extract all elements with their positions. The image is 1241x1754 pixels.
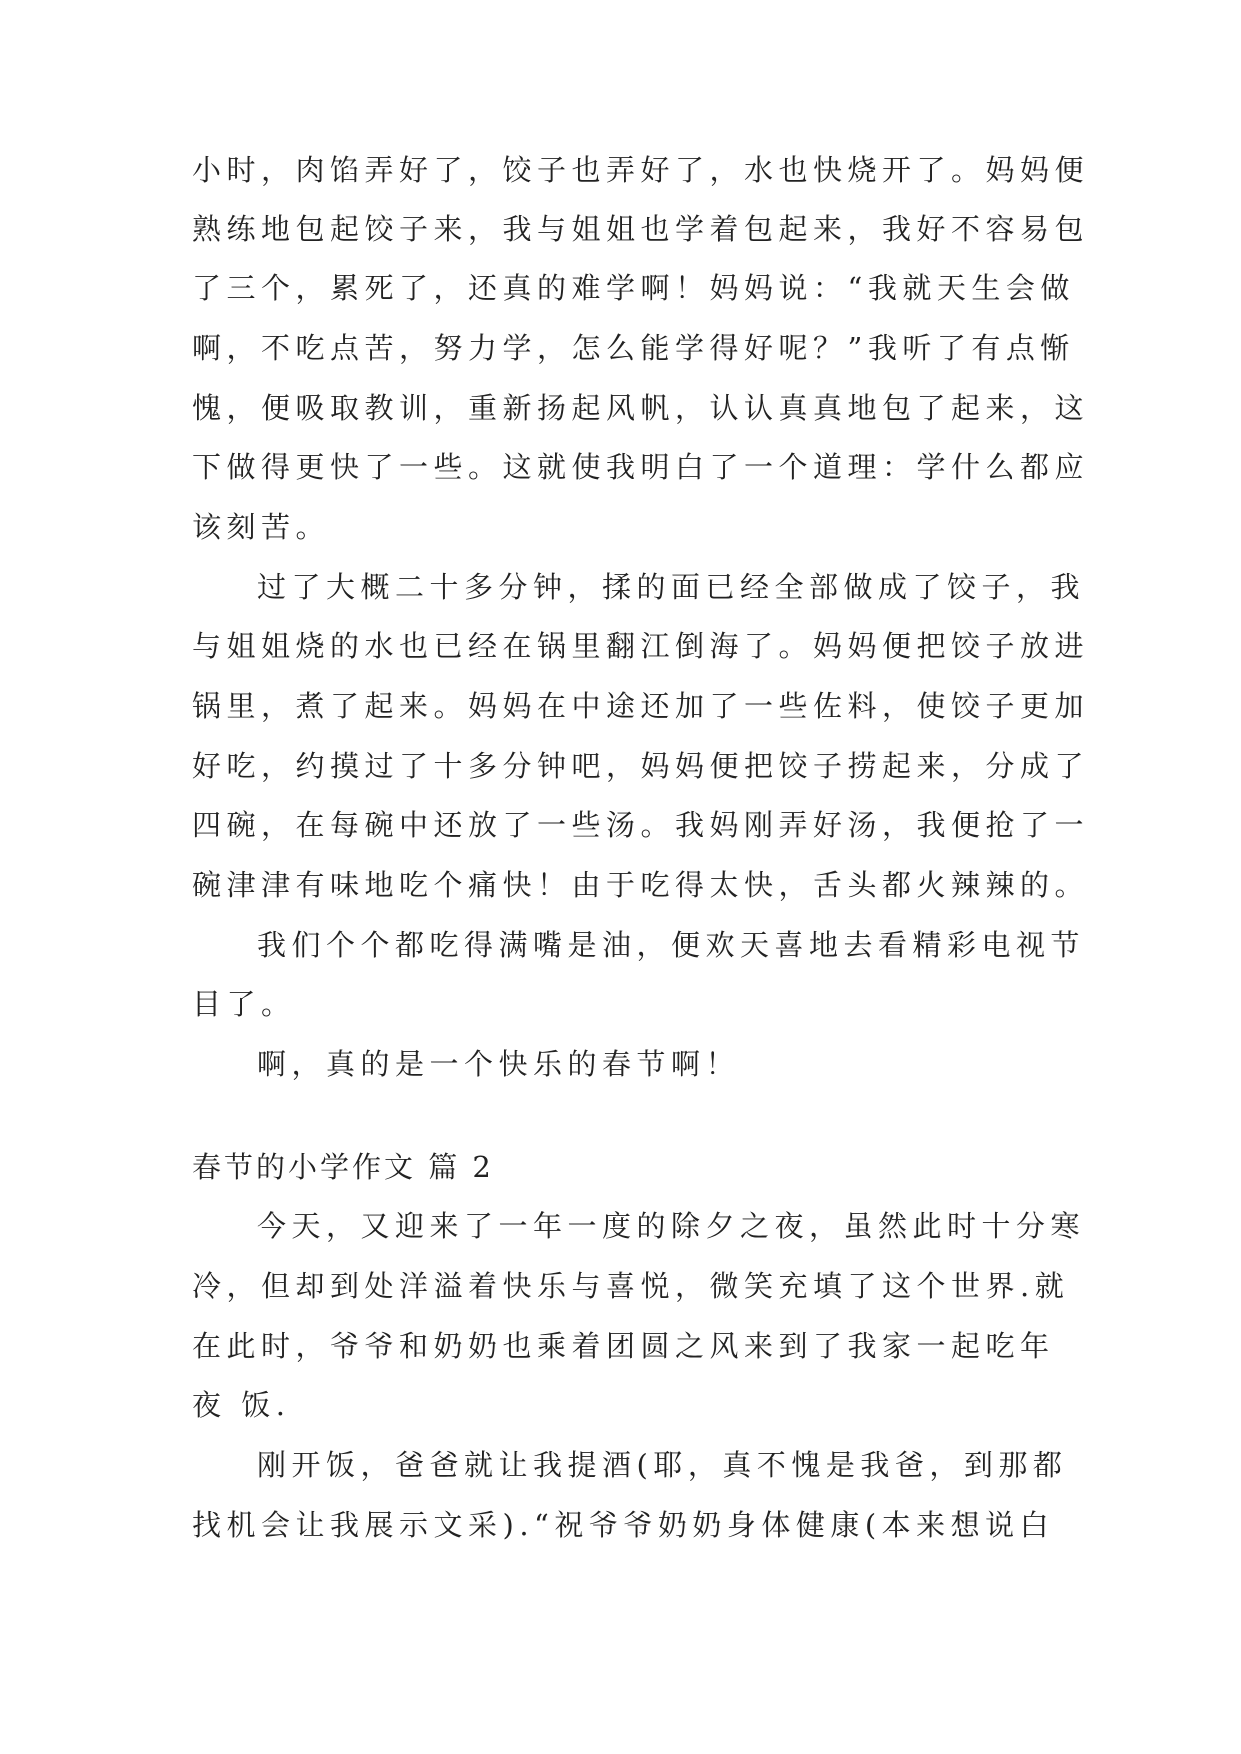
- text-line: 夜 饭.: [192, 1388, 291, 1422]
- text-line: 了三个，累死了，还真的难学啊！妈妈说：“我就天生会做: [192, 271, 1075, 305]
- text-line: 啊，真的是一个快乐的春节啊！: [257, 1047, 741, 1081]
- text-line: 下做得更快了一些。这就使我明白了一个道理：学什么都应: [192, 450, 1090, 484]
- text-line: 好吃，约摸过了十多分钟吧，妈妈便把饺子捞起来，分成了: [192, 749, 1090, 783]
- text-line: 找机会让我展示文采).“祝爷爷奶奶身体健康(本来想说白: [192, 1508, 1055, 1542]
- text-line: 碗津津有味地吃个痛快！由于吃得太快，舌头都火辣辣的。: [192, 868, 1090, 902]
- text-line: 在此时，爷爷和奶奶也乘着团圆之风来到了我家一起吃年: [192, 1329, 1055, 1363]
- text-line: 四碗，在每碗中还放了一些汤。我妈刚弄好汤，我便抢了一: [192, 808, 1090, 842]
- text-line: 目了。: [192, 987, 296, 1021]
- text-line: 冷，但却到处洋溢着快乐与喜悦，微笑充填了这个世界.就: [192, 1269, 1070, 1303]
- text-line: 与姐姐烧的水也已经在锅里翻江倒海了。妈妈便把饺子放进: [192, 629, 1090, 663]
- text-line: 熟练地包起饺子来，我与姐姐也学着包起来，我好不容易包: [192, 212, 1090, 246]
- text-line: 愧，便吸取教训，重新扬起风帆，认认真真地包了起来，这: [192, 391, 1090, 425]
- text-line: 我们个个都吃得满嘴是油，便欢天喜地去看精彩电视节: [257, 928, 1086, 962]
- text-line: 小时，肉馅弄好了，饺子也弄好了，水也快烧开了。妈妈便: [192, 153, 1090, 187]
- text-line: 刚开饭，爸爸就让我提酒(耶，真不愧是我爸，到那都: [257, 1448, 1068, 1482]
- text-line: 啊，不吃点苦，努力学，怎么能学得好呢？”我听了有点惭: [192, 331, 1075, 365]
- text-line: 今天，又迎来了一年一度的除夕之夜，虽然此时十分寒: [257, 1209, 1086, 1243]
- section-heading: 春节的小学作文 篇 2: [192, 1150, 494, 1184]
- text-line: 锅里，煮了起来。妈妈在中途还加了一些佐料，使饺子更加: [192, 689, 1090, 723]
- text-line: 过了大概二十多分钟，揉的面已经全部做成了饺子，我: [257, 570, 1086, 604]
- text-line: 该刻苦。: [192, 510, 331, 544]
